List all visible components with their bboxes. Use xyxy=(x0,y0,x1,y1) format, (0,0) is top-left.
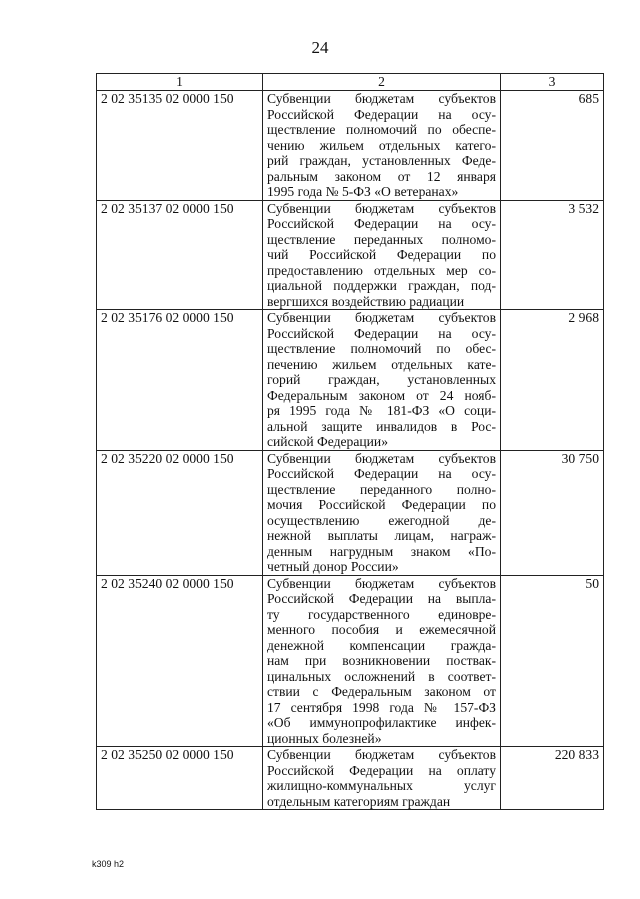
description-line: Российской Федерации на выпла- xyxy=(267,591,496,606)
description-line: чий Российской Федерации по xyxy=(267,247,496,262)
description-line: Российской Федерации на осу- xyxy=(267,106,496,122)
description-line: денным нагрудным знаком «По- xyxy=(267,543,496,559)
budget-code-cell: 2 02 35250 02 0000 150 xyxy=(97,747,263,810)
budget-code-cell: 2 02 35176 02 0000 150 xyxy=(97,310,263,451)
description-line: ществление переданного полно- xyxy=(267,481,496,497)
column-header-amount: 3 xyxy=(501,74,604,91)
description-line: вергшихся воздействию радиации xyxy=(267,293,465,309)
description-cell xyxy=(263,200,501,310)
description-line: 1995 года № 5-ФЗ «О ветеранах» xyxy=(267,184,459,199)
description-line: альной защите инвалидов в Рос- xyxy=(267,418,496,434)
amount-cell: 685 xyxy=(501,91,604,201)
amount-cell: 220 833 xyxy=(501,747,604,810)
description-line: циальной поддержки граждан, под- xyxy=(267,278,496,293)
amount-cell: 30 750 xyxy=(501,450,604,575)
description-line: Субвенции бюджетам субъектов xyxy=(267,575,496,591)
budget-table xyxy=(96,73,604,810)
amount-cell: 50 xyxy=(501,575,604,747)
description-line: рий граждан, установленных Феде- xyxy=(267,153,496,168)
table-row xyxy=(97,310,604,451)
description-line: нам при возникновении поствак- xyxy=(267,653,496,668)
description-line: денежной компенсации гражда- xyxy=(267,637,496,653)
description-line: Субвенции бюджетам субъектов xyxy=(267,747,496,762)
description-line: Субвенции бюджетам субъектов xyxy=(267,91,496,106)
table-row xyxy=(97,747,604,810)
description-line: цинальных осложнений в соответ- xyxy=(267,668,496,684)
description-line: предоставлению отдельных мер со- xyxy=(267,262,496,278)
description-line: ществление переданных полномо- xyxy=(267,231,496,247)
description-line: Российской Федерации на осу- xyxy=(267,466,496,481)
description-line: Субвенции бюджетам субъектов xyxy=(267,450,496,466)
table-header-row xyxy=(97,74,604,91)
description-line: Федеральным законом от 24 нояб- xyxy=(267,387,496,403)
description-line: Российской Федерации на осу- xyxy=(267,216,496,231)
description-line: чению жильем отдельных катего- xyxy=(267,137,496,153)
description-cell xyxy=(263,91,501,201)
table-body xyxy=(97,91,604,810)
description-line: горий граждан, установленных xyxy=(267,372,496,387)
footer-code: k309 h2 xyxy=(92,859,125,869)
description-line: менного пособия и ежемесячной xyxy=(267,622,496,637)
description-line: Российской Федерации на осу- xyxy=(267,325,496,341)
description-line: жилищно-коммунальных услуг xyxy=(267,778,496,793)
description-line: осуществлению ежегодной де- xyxy=(267,512,496,528)
description-line: Субвенции бюджетам субъектов xyxy=(267,200,496,216)
description-line: Субвенции бюджетам субъектов xyxy=(267,310,496,325)
budget-code-cell: 2 02 35220 02 0000 150 xyxy=(97,450,263,575)
description-cell xyxy=(263,575,501,747)
budget-code-cell: 2 02 35137 02 0000 150 xyxy=(97,200,263,310)
description-line: четный донор России» xyxy=(267,559,399,574)
amount-cell: 3 532 xyxy=(501,200,604,310)
description-line: ствии с Федеральным законом от xyxy=(267,684,496,699)
description-line: «Об иммунопрофилактике инфек- xyxy=(267,715,496,730)
column-header-description: 2 xyxy=(263,74,501,91)
description-cell xyxy=(263,310,501,451)
description-line: ральным законом от 12 января xyxy=(267,168,496,184)
description-line: ту государственного единовре- xyxy=(267,606,496,622)
description-line: ционных болезней» xyxy=(267,730,382,746)
description-cell xyxy=(263,450,501,575)
budget-code-cell: 2 02 35135 02 0000 150 xyxy=(97,91,263,201)
description-line: ществление полномочий по обес- xyxy=(267,341,496,356)
page-number: 24 xyxy=(311,38,329,57)
description-line: Российской Федерации на оплату xyxy=(267,762,496,778)
table-row xyxy=(97,91,604,201)
amount-cell: 2 968 xyxy=(501,310,604,451)
table-row xyxy=(97,450,604,575)
description-line: сийской Федерации» xyxy=(267,434,388,449)
description-line: мочия Российской Федерации по xyxy=(267,497,496,512)
description-line: ря 1995 года № 181-ФЗ «О соци- xyxy=(267,403,496,418)
budget-code-cell: 2 02 35240 02 0000 150 xyxy=(97,575,263,747)
description-cell xyxy=(263,747,501,810)
column-header-code: 1 xyxy=(97,74,263,91)
description-line: ществление полномочий по обеспе- xyxy=(267,122,496,137)
description-line: 17 сентября 1998 года № 157-ФЗ xyxy=(267,699,496,715)
table-row xyxy=(97,575,604,747)
table-row xyxy=(97,200,604,310)
description-line: печению жильем отдельных кате- xyxy=(267,356,496,372)
description-line: отдельным категориям граждан xyxy=(267,793,451,809)
description-line: нежной выплаты лицам, награж- xyxy=(267,528,496,543)
